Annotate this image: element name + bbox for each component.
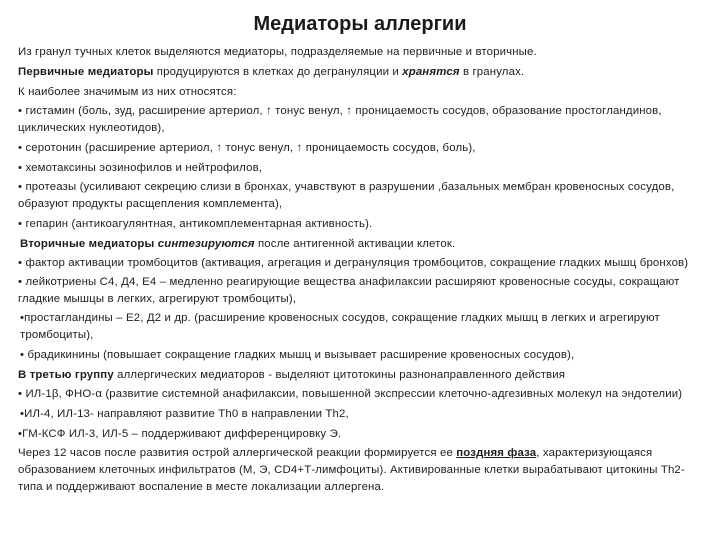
list-item-il1-tnf: • ИЛ-1β, ФНО-α (развитие системной анафилаксии, повышенной экспрессии клеточно-адгезивных молекул на эндотелии) <box>18 388 683 400</box>
list-item-chemotaxins: • хемотаксины эозинофилов и нейтрофилов, <box>18 162 263 174</box>
late-phase-term: поздняя фаза <box>456 447 537 459</box>
slide-body <box>18 43 708 498</box>
third-group-term: В третью группу <box>18 369 114 381</box>
list-item-il4-il13: •ИЛ-4, ИЛ-13- направляют развитие Th0 в направлении Th2, <box>20 408 349 420</box>
synthesized-term: синтезируются <box>157 238 255 250</box>
list-item-heparin: • гепарин (антикоагулянтная, антикомплементарная активность). <box>18 218 373 230</box>
late-phase-text-start: Через 12 часов после развития острой аллергической реакции формируется ее <box>18 447 457 459</box>
primary-mediators-term: Первичные медиаторы <box>18 66 154 78</box>
paragraph-most-significant: К наиболее значимым из них относятся: <box>18 86 237 98</box>
paragraph-secondary-mediators <box>18 235 708 253</box>
list-item-leukotrienes: • лейкотриены С4, Д4, Е4 – медленно реагирующие вещества анафилаксии расширяют кровеносные сосуды, сокращают гладкие мышцы в легких, агрегируют тромбоциты), <box>18 276 680 305</box>
third-group-text: аллергических медиаторов - выделяют цитотокины разнонаправленного действия <box>113 369 566 381</box>
list-item-serotonin: • серотонин (расширение артериол, ↑ тонус венул, ↑ проницаемость сосудов, боль), <box>18 142 476 154</box>
slide-title: Медиаторы аллергии <box>253 13 467 35</box>
list-item-proteases: • протеазы (усиливают секрецию слизи в бронхах, учавствуют в разрушении ,базальных мембран кровеносных сосудов, образуют продукты расщепления комплемента), <box>18 181 675 210</box>
primary-mediators-text: продуцируются в клетках до дегрануляции и <box>153 66 403 78</box>
paragraph-intro: Из гранул тучных клеток выделяются медиаторы, подразделяемые на первичные и вторичные. <box>18 46 537 58</box>
secondary-mediators-text: после антигенной активации клеток. <box>254 238 456 250</box>
list-item-gmcsf: •ГМ-КСФ ИЛ-3, ИЛ-5 – поддерживают дифференцировку Э. <box>18 428 342 440</box>
list-item-prostaglandins: •простагландины – Е2, Д2 и др. (расширение кровеносных сосудов, сокращение гладких мышц в легких и агрегируют тромбоциты), <box>20 312 660 341</box>
list-item-bradykinins: • брадикинины (повышает сокращение гладких мышц и вызывает расширение кровеносных сосудов), <box>20 349 575 361</box>
late-phase-text-end: , характеризующаяся образованием клеточных инфильтратов (М, Э, СD4+Т-лимфоциты). Активированные клетки вырабатывают цитокины Th2-типа и поддерживают воспаление в месте локализации аллергена. <box>18 447 685 493</box>
paragraph-late-phase <box>18 445 708 496</box>
secondary-mediators-term: Вторичные медиаторы <box>20 238 155 250</box>
list-item-paf: • фактор активации тромбоцитов (активация, агрегация и дегрануляция тромбоцитов, сокращение гладких мышц бронхов) <box>18 257 689 269</box>
paragraph-primary-mediators <box>18 63 708 81</box>
paragraph-third-group <box>18 366 708 384</box>
list-item-histamine: • гистамин (боль, зуд, расширение артериол, ↑ тонус венул, ↑ проницаемость сосудов, образование простогландинов, циклических нуклеотидов), <box>18 105 662 134</box>
stored-term: хранятся <box>402 66 460 78</box>
primary-mediators-text-end: в гранулах. <box>459 66 525 78</box>
